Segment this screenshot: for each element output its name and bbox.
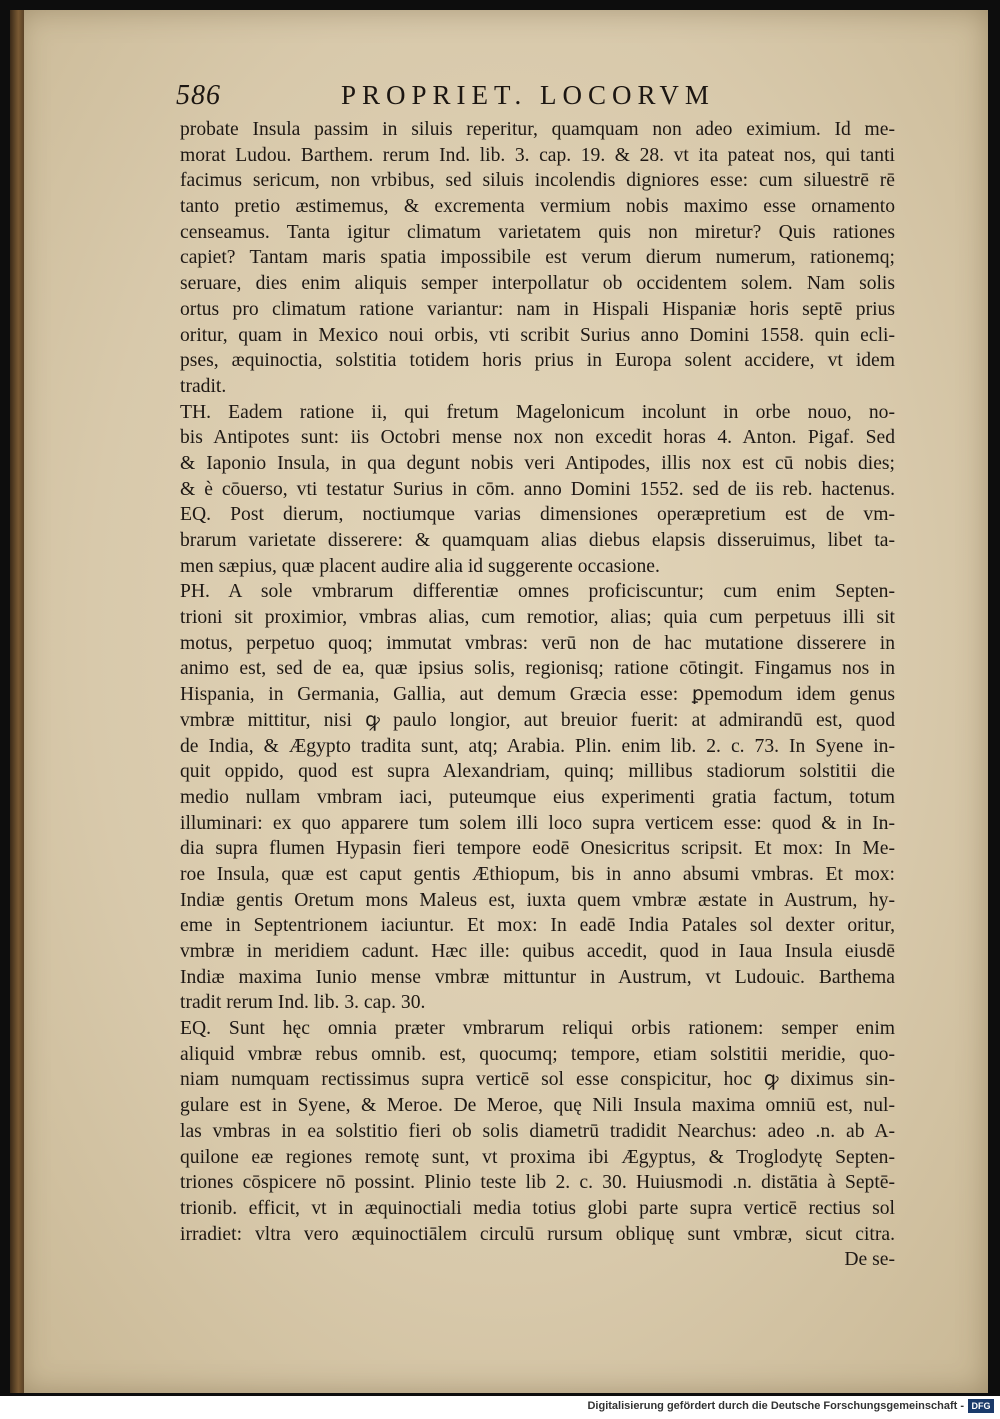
footer-bar — [0, 1396, 1000, 1419]
text-line: EQ. Post dierum, noctiumque varias dimensiones operæpretium est de vm- — [180, 504, 895, 526]
text-line: Indiæ gentis Oretum mons Maleus est, iuxta quem vmbræ æstate in Austrum, hy- — [180, 889, 895, 911]
text-line: trioni sit proximior, vmbras alias, cum remotior, alias; quia cum perpetuus illi sit — [180, 607, 895, 629]
text-line: censeamus. Tanta igitur climatum varietatem quis non miretur? Quis rationes — [180, 221, 895, 243]
text-line: dia supra flumen Hypasin fieri tempore eodē Onesicritus scripsit. Et mox: In Me- — [180, 838, 895, 860]
page-header — [176, 80, 796, 120]
text-line: PH. A sole vmbrarum differentiæ omnes proficiscuntur; cum enim Septen- — [180, 581, 895, 603]
text-line: vmbræ in meridiem cadunt. Hæc ille: quibus accedit, quod in Iaua Insula eiusdē — [180, 941, 895, 962]
body-text — [180, 117, 895, 1273]
text-line: brarum varietate disserere: & quamquam alias diebus elapsis disseruimus, libet ta- — [180, 530, 895, 551]
text-line: de India, & Ægypto tradita sunt, atq; Arabia. Plin. enim lib. 2. c. 73. In Syene in- — [180, 735, 895, 757]
text-line: oritur, quam in Mexico noui orbis, vti scribit Surius anno Domini 1558. quin ecli- — [180, 324, 895, 346]
text-line: men sæpius, quæ placent audire alia id suggerente occasione. — [180, 555, 660, 577]
text-line: animo est, sed de ea, quæ ipsius solis, regionisq; ratione cōtingit. Fingamus nos in — [180, 658, 895, 680]
text-line: ortus pro climatum ratione variantur: nam in Hispali Hispaniæ horis septē prius — [180, 298, 895, 320]
text-line: & Iaponio Insula, in qua degunt nobis veri Antipodes, illis nox est cū nobis dies; — [180, 452, 895, 474]
text-line: roe Insula, quæ est caput gentis Æthiopum, bis in anno absumi vmbras. Et mox: — [180, 863, 895, 885]
text-line: seruare, dies enim aliquis semper interpollatur ob occidentem solem. Nam solis — [180, 273, 895, 295]
text-line: illuminari: ex quo apparere tum solem illi loco supra verticem esse: quod & in In- — [180, 812, 895, 834]
text-line: tradit rerum Ind. lib. 3. cap. 30. — [180, 992, 426, 1014]
text-line: aliquid vmbræ rebus omnib. est, quocumq; tempore, etiam solstitii meridie, quo- — [180, 1043, 895, 1065]
text-line: Indiæ maxima Iunio mense vmbræ mittuntur in Austrum, vt Ludouic. Barthema — [180, 966, 895, 988]
text-line: motus, perpetuo quoq; immutat vmbras: verū non de hac mutatione disserere in — [180, 632, 895, 654]
text-line: pses, æquinoctia, solstitia totidem horis prius in Europa solent accidere, vt idem — [180, 350, 895, 372]
running-head: PROPRIET. LOCORVM — [341, 80, 715, 110]
text-line: tanto pretio æstimemus, & excrementa vermium nobis maximo esse ornamento — [180, 196, 895, 218]
text-line: gulare est in Syene, & Meroe. De Meroe, quę Nili Insula maxima omniū est, nul- — [180, 1095, 895, 1117]
text-line: tradit. — [180, 375, 227, 397]
text-line: trionib. efficit, vt in æquinoctiali media totius globi parte supra verticē rectius sol — [180, 1197, 895, 1219]
text-line: & è cōuerso, vti testatur Surius in cōm. anno Domini 1552. sed de iis reb. hactenus. — [180, 478, 895, 500]
dfg-logo-icon: DFG — [968, 1399, 994, 1413]
text-line: quit oppido, quod est supra Alexandriam, quinq; millibus stadiorum solstitii die — [180, 761, 895, 783]
text-line: Hispania, in Germania, Gallia, aut demum Græcia esse: ꝑpemodum idem genus — [180, 684, 895, 706]
text-line: irradiet: vltra vero æquinoctiālem circulū rursum obliquę sunt vmbræ, sicut citra. — [180, 1223, 895, 1245]
text-line: medio nullam vmbram iaci, puteumque eius experimenti gratia factum, totum — [180, 786, 895, 808]
text-line: facimus sericum, non vrbibus, sed siluis incolendis digniores esse: cum siluestrē rē — [180, 170, 895, 192]
text-line: capiet? Tantam maris spatia impossibile est verum dierum numerum, rationemq; — [180, 247, 895, 269]
book-binding-edge — [10, 10, 24, 1393]
text-line: bis Antipotes sunt: iis Octobri mense nox non excedit horas 4. Anton. Pigaf. Sed — [180, 427, 895, 449]
text-line: morat Ludou. Barthem. rerum Ind. lib. 3. cap. 19. & 28. vt ita pateat nos, qui tanti — [180, 144, 895, 166]
footer-credit: Digitalisierung gefördert durch die Deutsche Forschungsgemeinschaft - — [587, 1400, 964, 1412]
text-line: las vmbras in ea solstitio fieri ob solis diametrū tradidit Nearchus: adeo .n. ab A- — [180, 1120, 895, 1142]
text-line: De se- — [844, 1249, 895, 1271]
text-line: EQ. Sunt hęc omnia præter vmbrarum reliqui orbis rationem: semper enim — [180, 1018, 895, 1040]
page-number: 586 — [176, 80, 221, 111]
text-line: quilone eæ regiones remotę sunt, vt proxima ibi Ægyptus, & Troglodytę Septen- — [180, 1146, 895, 1168]
text-line: vmbræ mittitur, nisi ꝙ paulo longior, aut breuior fuerit: at admirandū est, quod — [180, 709, 895, 731]
text-line: triones cōspicere nō possint. Plinio teste lib 2. c. 30. Huiusmodi .n. distātia à Septē- — [180, 1172, 895, 1194]
text-line: TH. Eadem ratione ii, qui fretum Magelonicum incolunt in orbe nouo, no- — [180, 401, 895, 423]
text-line: probate Insula passim in siluis reperitur, quamquam non adeo eximium. Id me- — [180, 119, 895, 140]
text-line: niam numquam rectissimus supra verticē sol esse conspicitur, hoc ꝙ diximus sin- — [180, 1069, 895, 1091]
text-line: eme in Septentrionem iaciuntur. Et mox: In eadē India Patales sol dexter oritur, — [180, 915, 895, 937]
